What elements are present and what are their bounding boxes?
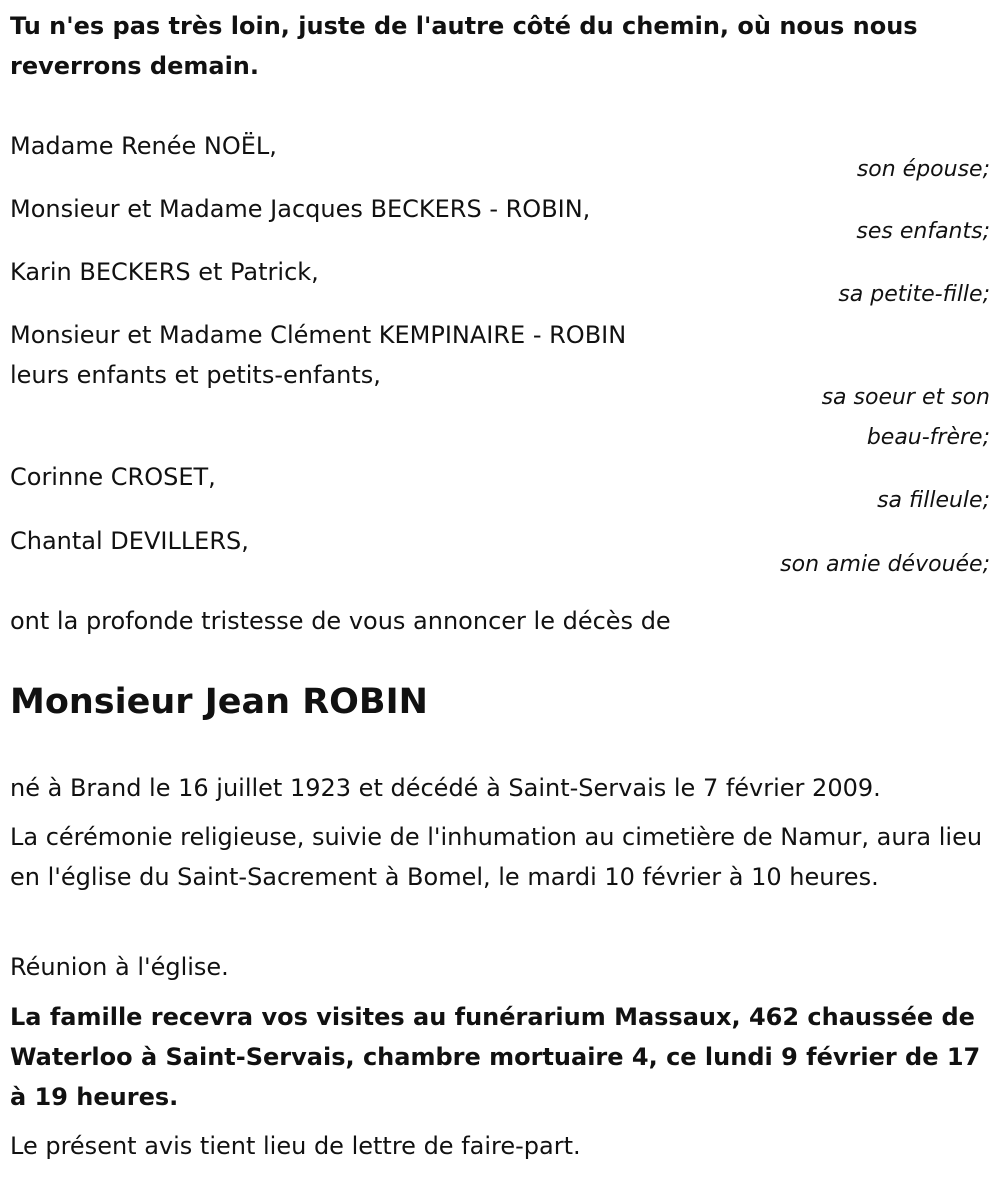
birth-death-text: né à Brand le 16 juillet 1923 et décédé à Saint-Servais le 7 février 2009. [10,774,881,802]
meeting-text: Réunion à l'église. [10,953,229,981]
visits-text: La famille recevra vos visites au funérarium Massaux, 462 chaussée de Waterloo à Saint-Servais, chambre mortuaire 4, ce lundi 9 février de 17 à 19 heures. [10,1003,981,1111]
epigraph: Tu n'es pas très loin, juste de l'autre côté du chemin, où nous nous reverrons demain. [10,12,918,80]
family-member-name: Madame Renée NOËL, [10,132,277,160]
family-member-name: Karin BECKERS et Patrick, [10,258,319,286]
family-member-name: Monsieur et Madame Clément KEMPINAIRE - ROBIN [10,321,627,349]
deceased-name: Monsieur Jean ROBIN [10,682,428,722]
family-member-relation: sa soeur et son [821,385,990,410]
family-member-relation-line2: beau-frère; [866,425,990,450]
family-member-relation: sa filleule; [877,488,990,513]
family-member-relation: son épouse; [856,157,990,182]
family-member-relation: sa petite-fille; [838,282,990,307]
family-member-name: Chantal DEVILLERS, [10,527,249,555]
family-member-name: Corinne CROSET, [10,463,216,491]
notice-text: Le présent avis tient lieu de lettre de faire-part. [10,1132,581,1160]
family-member-name-line2: leurs enfants et petits-enfants, [10,361,381,389]
family-member-relation: ses enfants; [856,219,990,244]
family-member-relation: son amie dévouée; [780,552,990,577]
ceremony-text: La cérémonie religieuse, suivie de l'inhumation au cimetière de Namur, aura lieu en l'église du Saint-Sacrement à Bomel, le mardi 10 février à 10 heures. [10,823,983,891]
family-member-name: Monsieur et Madame Jacques BECKERS - ROBIN, [10,195,591,223]
announcement-text: ont la profonde tristesse de vous annoncer le décès de [10,607,671,635]
